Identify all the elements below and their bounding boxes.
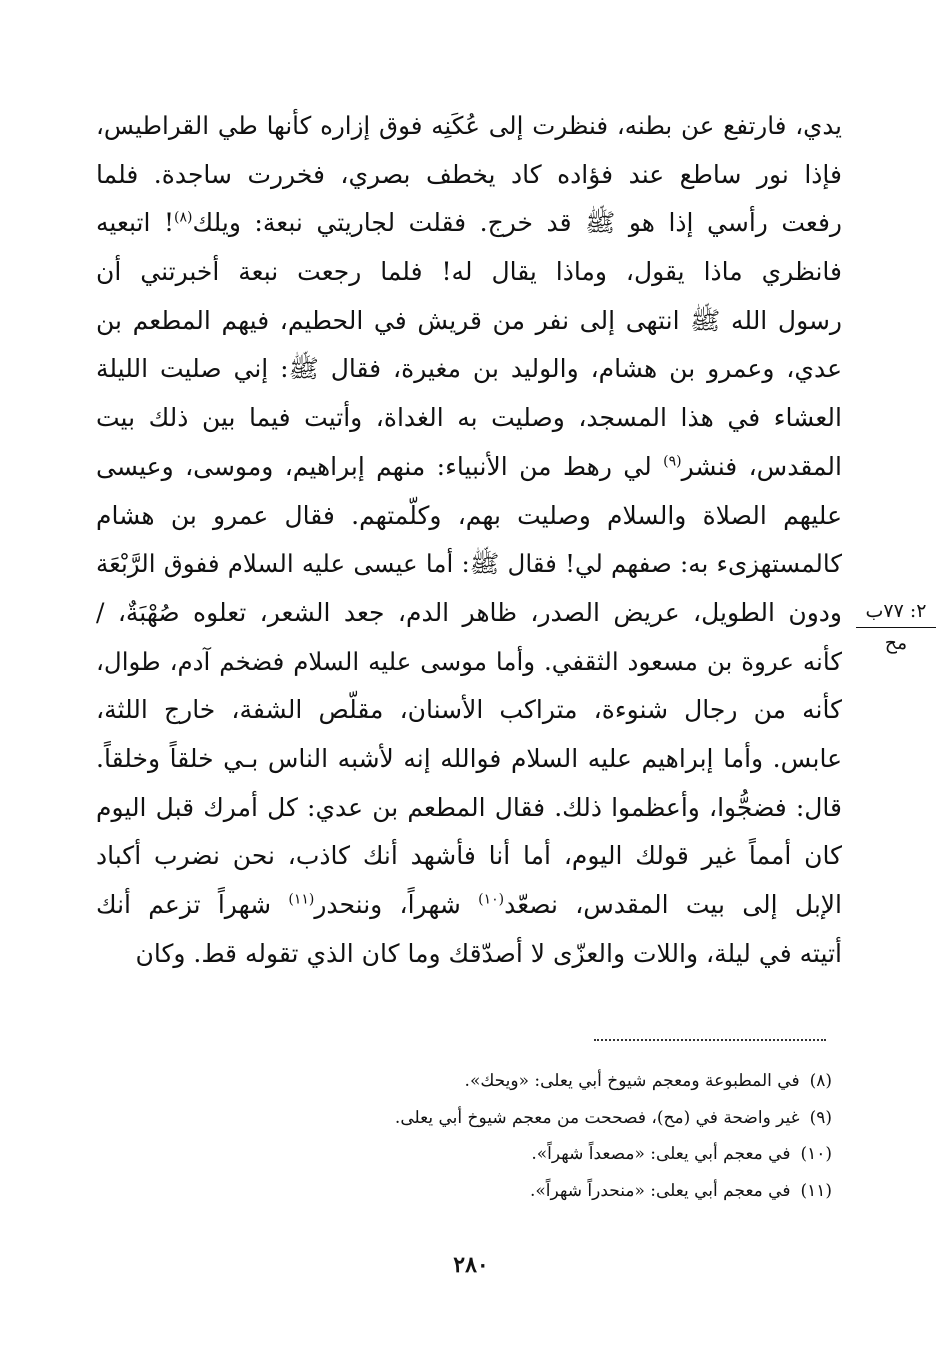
footnote-separator [594, 1039, 826, 1041]
text-line-7: العشاء في هذا المسجد، وصليت به الغداة، وأتيت فيما بين ذلك بيت [96, 403, 842, 433]
text-segment: شهراً تزعم أنك [96, 890, 289, 919]
footnote-marker-8: (٨) [174, 210, 193, 227]
margin-note [856, 596, 936, 658]
footnote-text: في معجم أبي يعلى: «منحدراً شهراً». [530, 1180, 791, 1201]
text-line-11: ودون الطويل، عريض الصدر، ظاهر الدم، جعد الشعر، تعلوه صُهْبَةٌ، / [96, 597, 842, 627]
footnote-item [200, 1063, 832, 1100]
text-segment: ! اتبعيه [96, 208, 175, 238]
footnote-number: (١١) [800, 1180, 832, 1201]
text-line-14: عابس. وأما إبراهيم عليه السلام فوالله إنه لأشبه الناس بـي خلقاً وخلقاً. [96, 743, 842, 773]
text-segment: لي رهط من الأنبياء: منهم إبراهيم، وموسى، وعيسى [96, 451, 664, 481]
footnote-number: (٨) [809, 1071, 832, 1091]
footnote-item [200, 1136, 832, 1173]
text-segment: رفعت رأسي إذا هو ﷺ قد خرج. فقلت لجاريتي نبعة: ويلك [192, 208, 842, 238]
footnote-number: (١٠) [800, 1144, 832, 1164]
footnote-text: غير واضحة في (مح)، فصححت من معجم شيوخ أبي يعلى. [394, 1107, 800, 1128]
footnote-marker-9: (٩) [663, 453, 682, 470]
footnote-item [200, 1173, 832, 1210]
footnote-text: في المطبوعة ومعجم شيوخ أبي يعلى: «ويحك». [464, 1071, 800, 1091]
text-line-15: قال: فضجُّوا، وأعظموا ذلك. فقال المطعم بن عدي: كل أمرك قبل اليوم [96, 792, 842, 822]
footnotes [200, 1063, 832, 1209]
text-line-5: رسول الله ﷺ انتهى إلى نفر من قريش في الحطيم، فيهم المطعم بن [96, 305, 842, 335]
text-line-16: كان أمماً غير قولك اليوم، أما أنا فأشهد أنك كاذب، نحن نضرب أكباد [96, 841, 842, 871]
text-line-17 [96, 881, 842, 930]
text-line-8 [96, 443, 842, 492]
manuscript-siglum: مح [884, 632, 908, 654]
manuscript-folio-reference: ٢: ٧٧ب [856, 596, 936, 628]
footnote-marker-10: (١٠) [478, 891, 505, 908]
text-line-2: فإذا نور ساطع عند فؤاده كاد يخطف بصري، فخررت ساجدة. فلما [96, 159, 842, 189]
text-line-9: عليهم الصلاة والسلام وصليت بهم، وكلّمتهم. فقال عمرو بن هشام [96, 500, 842, 530]
footnote-item [200, 1100, 832, 1137]
text-line-1: يدي، فارتفع عن بطنه، فنظرت إلى عُكَنِه فوق إزاره كأنها طي القراطيس، [96, 111, 842, 140]
footnote-text: في معجم أبي يعلى: «مصعداً شهراً». [531, 1144, 791, 1164]
text-line-12: كأنه عروة بن مسعود الثقفي. وأما موسى عليه السلام فضخم آدم، طوال، [96, 646, 842, 676]
footnote-marker-11: (١١) [288, 891, 315, 908]
main-text [96, 102, 842, 978]
text-line-18: أتيته في ليلة، واللات والعزّى لا أصدّقك وما كان الذي تقوله قط. وكان [135, 938, 842, 968]
text-line-10: كالمستهزىء به: صفهم لي! فقال ﷺ: أما عيسى عليه السلام ففوق الرَّبْعَة [96, 549, 842, 579]
text-segment: الإبل إلى بيت المقدس، نصعّد [504, 890, 842, 919]
footnote-number: (٩) [809, 1107, 832, 1128]
text-line-3 [96, 199, 842, 248]
text-line-4: فانظري ماذا يقول، وماذا يقال له! فلما رجعت نبعة أخبرتني أن [96, 257, 842, 287]
page-number: ٢٨٠ [453, 1252, 489, 1278]
text-segment: المقدس، فنشر [681, 451, 842, 481]
text-line-13: كأنه من رجال شنوءة، متراكب الأسنان، مقلّص الشفة، خارج اللثة، [96, 695, 842, 725]
text-segment: شهراً، وننحدر [314, 890, 479, 919]
text-line-6: عدي، وعمرو بن هشام، والوليد بن مغيرة، فقال ﷺ: إني صليت الليلة [96, 354, 842, 384]
